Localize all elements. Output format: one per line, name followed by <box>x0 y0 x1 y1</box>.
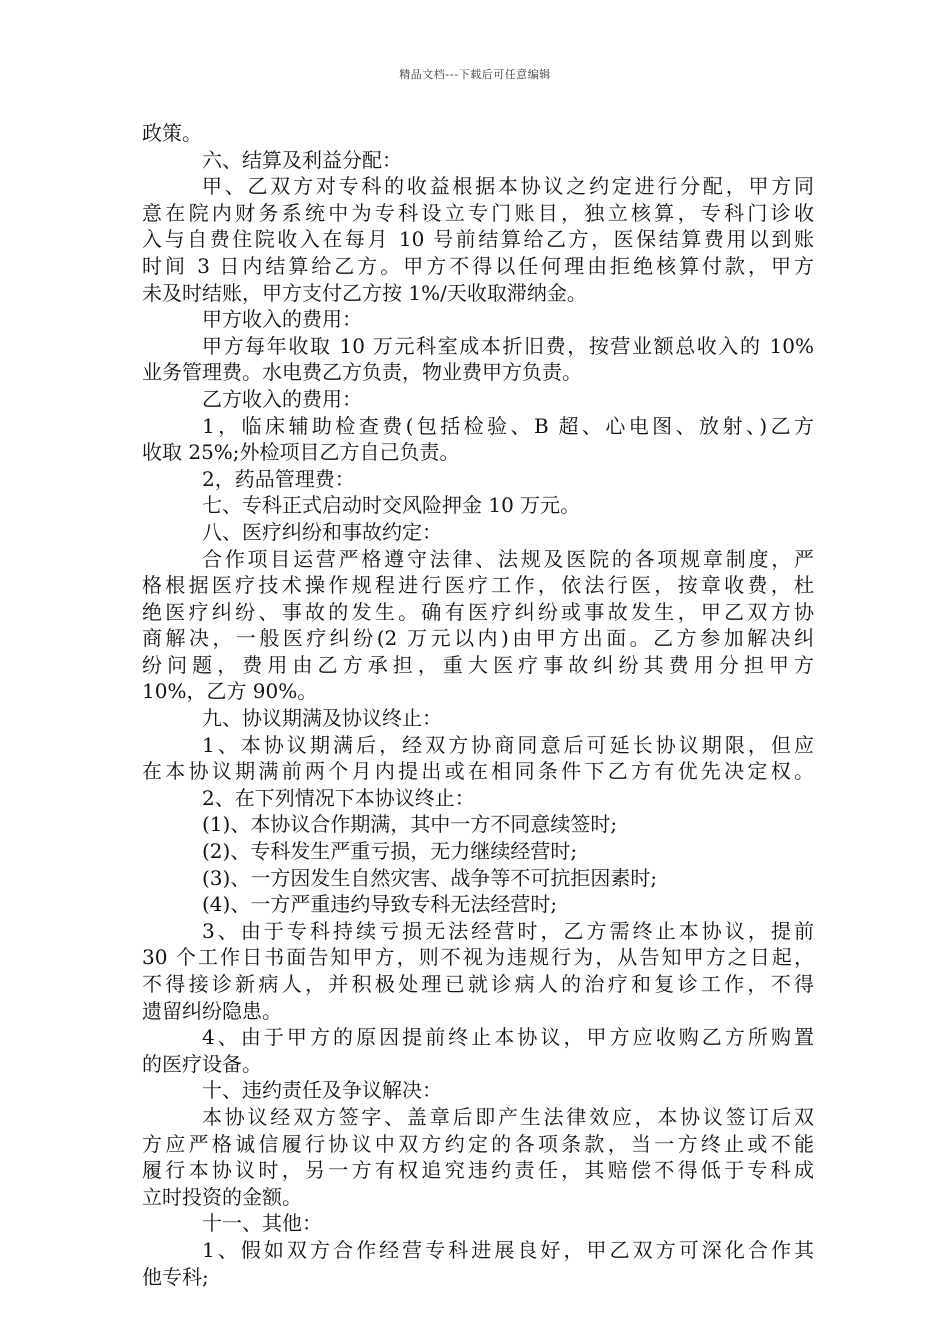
text-line: 合作项目运营严格遵守法律、法规及医院的各项规章制度，严 <box>202 546 814 571</box>
text-line: 格根据医疗技术操作规程进行医疗工作，依法行医，按章收费，杜 <box>142 573 814 598</box>
text-line: 入与自费住院收入在每月 10 号前结算给乙方，医保结算费用以到账 <box>142 227 814 252</box>
text-line: 本协议经双方签字、盖章后即产生法律效应，本协议签订后双 <box>202 1104 814 1129</box>
text-line: 1、假如双方合作经营专科进展良好，甲乙双方可深化合作其 <box>202 1237 814 1262</box>
text-line: 九、协议期满及协议终止： <box>202 706 442 731</box>
text-line: 2、在下列情况下本协议终止： <box>202 785 475 810</box>
text-line: 十、违约责任及争议解决： <box>202 1078 442 1103</box>
text-line: 七、专科正式启动时交风险押金 10 万元。 <box>202 493 581 518</box>
text-line: 遗留纠纷隐患。 <box>142 998 282 1023</box>
text-line: 在本协议期满前两个月内提出或在相同条件下乙方有优先决定权。 <box>142 759 814 784</box>
text-line: 商解决，一般医疗纠纷(2 万元以内)由甲方出面。乙方参加解决纠 <box>142 626 814 651</box>
text-line: 1，临床辅助检查费(包括检验、B 超、心电图、放射、)乙方 <box>202 413 814 438</box>
text-line: 他专科; <box>142 1264 209 1289</box>
text-line: 六、结算及利益分配： <box>202 147 402 172</box>
text-line: 意在院内财务系统中为专科设立专门账目，独立核算，专科门诊收 <box>142 200 814 225</box>
text-line: (4)、一方严重违约导致专科无法经营时; <box>202 892 558 917</box>
text-line: (1)、本协议合作期满，其中一方不同意续签时; <box>202 812 618 837</box>
text-line: 未及时结账，甲方支付乙方按 1%/天收取滞纳金。 <box>142 280 587 305</box>
text-line: 十一、其他： <box>202 1211 322 1236</box>
text-line: 乙方收入的费用： <box>202 386 362 411</box>
text-line: 纷问题，费用由乙方承担，重大医疗事故纠纷其费用分担甲方 <box>142 652 814 677</box>
text-line: 甲方每年收取 10 万元科室成本折旧费，按营业额总收入的 10% <box>202 333 814 358</box>
text-line: (3)、一方因发生自然灾害、战争等不可抗拒因素时; <box>202 865 658 890</box>
text-line: 收取 25%;外检项目乙方自己负责。 <box>142 440 460 465</box>
text-line: 甲方收入的费用： <box>202 307 362 332</box>
text-line: 10%，乙方 90%。 <box>142 679 318 704</box>
text-line: 方应严格诚信履行协议中双方约定的各项条款，当一方终止或不能 <box>142 1131 814 1156</box>
document-body <box>142 120 814 1290</box>
text-line: 1、本协议期满后，经双方协商同意后可延长协议期限，但应 <box>202 732 814 757</box>
text-line: 时间 3 日内结算给乙方。甲方不得以任何理由拒绝核算付款，甲方 <box>142 253 814 278</box>
text-line: (2)、专科发生严重亏损，无力继续经营时; <box>202 839 578 864</box>
page-header: 精品文档---下载后可任意编辑 <box>399 68 551 81</box>
text-line: 八、医疗纠纷和事故约定： <box>202 519 442 544</box>
text-line: 不得接诊新病人，并积极处理已就诊病人的治疗和复诊工作，不得 <box>142 972 814 996</box>
text-line: 30 个工作日书面告知甲方，则不视为违规行为，从告知甲方之日起， <box>142 945 814 970</box>
text-line: 业务管理费。水电费乙方负责，物业费甲方负责。 <box>142 360 582 385</box>
text-line: 4、由于甲方的原因提前终止本协议，甲方应收购乙方所购置 <box>202 1025 814 1050</box>
text-line: 2，药品管理费： <box>202 466 355 491</box>
text-line: 政策。 <box>142 121 202 145</box>
text-line: 履行本协议时，另一方有权追究违约责任，其赔偿不得低于专科成 <box>142 1158 814 1183</box>
text-line: 立时投资的金额。 <box>142 1184 302 1209</box>
text-line: 3、由于专科持续亏损无法经营时，乙方需终止本协议，提前 <box>202 918 814 943</box>
text-line: 的医疗设备。 <box>142 1051 262 1076</box>
text-line: 甲、乙双方对专科的收益根据本协议之约定进行分配，甲方同 <box>202 174 814 199</box>
text-line: 绝医疗纠纷、事故的发生。确有医疗纠纷或事故发生，甲乙双方协 <box>142 599 814 624</box>
